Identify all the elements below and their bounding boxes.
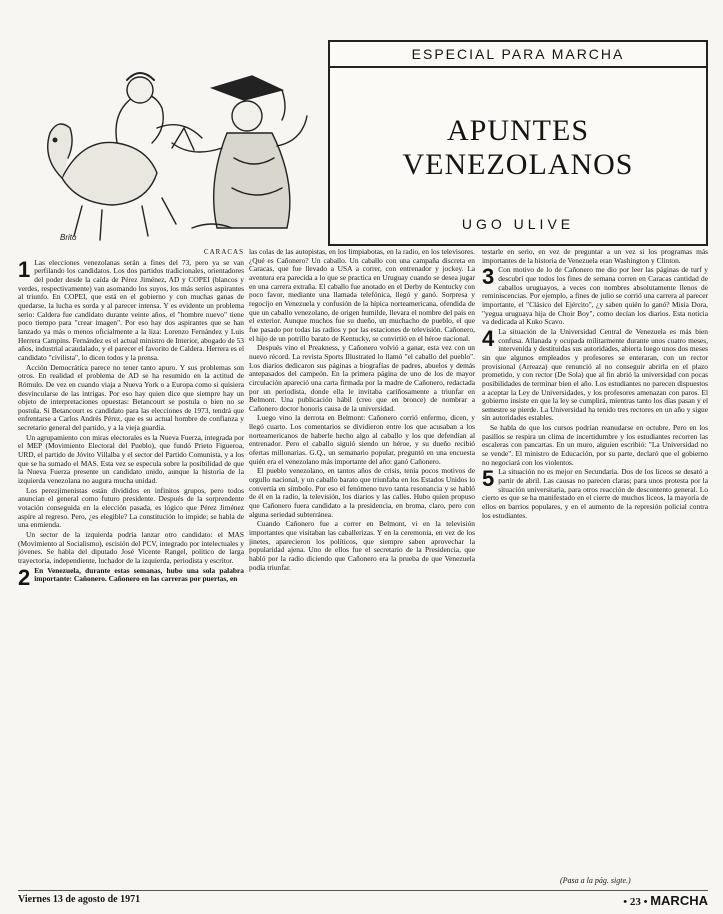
title-line-1: APUNTES — [446, 114, 589, 147]
paragraph-text: La situación no es mejor en Secundaria. Dos de los liceos se desató a partir de abril. Las causas no parecen claras; para unos protesta por la situación universitaria, para otros reacción de descontento general. Lo cierto es que se ha manifestado en el cierre de muchos liceos, la mayoría de ellos en barrios populares, y en el aumento de la represión policial contra los estudiantes. — [482, 467, 708, 520]
paragraph — [18, 256, 244, 363]
paragraph — [482, 266, 708, 327]
paragraph: Se habla de que los cursos podrían reanudarse en octubre. Pero en los pasillos se respira un clima de incertidumbre y los estudiantes recorren las escaleras con pancartas. En un muro, alguien escribió: "La Universidad no se vende". El ministro de Educación, por su parte, declaró que el gobierno no negociará con los violentos. — [482, 423, 708, 467]
paragraph-text: Con motivo de lo de Cañonero me dio por leer las páginas de turf y descubrí que todos los fines de semana corren en Caracas cantidad de caballos uruguayos, a veces con nombres absolutamente llenos de reminiscencias. Por ejemplo, a fines de julio se corrió una carrera al parecer importante, el "Clásico del Ejército", ¿y saben quién lo ganó? Misia Dora, "yegua uruguaya hija de Choir Boy", como decían los diarios. Esta noticia va dedicada al Kuko Scavo. — [482, 265, 708, 327]
article-kicker: ESPECIAL PARA MARCHA — [411, 46, 625, 62]
section-number: 1 — [18, 256, 31, 282]
paragraph: Acción Democrática parece no tener tanto apuro. Y sus problemas son otros. En realidad el problema de AD se ha resumido en la actitud de Rómulo. De vez en cuando viaja a Nueva York o a Europa como si quisiera desvincularse de las intrigas. Por eso hay quien dice que siempre hay un objeto de interpretaciones opuestas: Betancourt se postula o bien no se postula. Si Betancourt es candidato para las elecciones de 1973, tendrá que enfrentarse a Carlos Andrés Pérez, que es su actual hombre de confianza y secretario general del partido, y a la vieja guardia. — [18, 362, 244, 433]
paragraph: El pueblo venezolano, en tantos años de crisis, tenía pocos motivos de orgullo nacional, y un caballo barato que triunfaba en los Estados Unidos lo convertía en símbolo. Por eso el fenómeno tuvo tanta resonancia y se habló de él en la radio, la televisión, los diarios y las calles. Hubo quien propuso que Cañonero fuera candidato a la presidencia, en broma, claro, pero con alguna seriedad subterránea. — [249, 466, 475, 519]
cartoon-illustration-icon — [22, 28, 317, 246]
paragraph — [482, 468, 708, 520]
section-number: 2 — [18, 564, 31, 590]
paragraph-text: Las elecciones venezolanas serán a fines del 73, pero ya se van perfilando los candidatos. Los dos partidos tradicionales, orientadores del poder desde la caída de Pérez Jiménez, AD y COPEI (blancos y verdes, respectivamente) van asomando los suyos, los más serios aspirantes al triunfo. En COPEI, que está en el gobierno y con muchas ganas de quedarse, la lucha es sorda y al parecer intensa. Y es evidente un problema serio: Caldera fue candidato durante veinte años, el "hombre nuevo" tiene poco tiempo para "crear imagen". Por eso hay dos aspirantes que se han lanzado ya más o menos oficialmente a la liza: Lorenzo Fernández y Luis Herrera Campins. Fernández es el actual ministro de Interior, abogado de 53 años, industrial acaudalado, y el parecer el favorito de Caldera. Herrera es el candidato "civilista", lo dicen todos y la prensa. — [18, 257, 244, 362]
publication-name: MARCHA — [650, 893, 708, 908]
article-header — [328, 40, 708, 246]
continued-note: (Pasa a la pág. sigte.) — [560, 876, 631, 885]
section-number: 4 — [482, 325, 495, 351]
paragraph — [18, 564, 244, 590]
paragraph: Un sector de la izquierda podría lanzar otro candidato: el MAS (Movimiento al Socialismo), escisión del PCV, integrado por intelectuales y jóvenes. Se habla del diputado José Vicente Rangel, político de larga trayectoria, independiente, luchador de la izquierda, periodista y escritor. — [18, 530, 244, 565]
title-line-2: VENEZOLANOS — [402, 148, 634, 181]
paragraph — [482, 325, 708, 423]
paragraph: las colas de las autopistas, en los limpiabotas, en la radio, en los televisores. ¿Qué es Cañonero? Un caballo. Un caballo con una campaña discreta en Caracas, que fue llevado a USA a correr, con entrenador y jockey. La aventura era parecida a lo que se practica en Uruguay cuando se desea jugar en una carrera extraña. El caballo fue anotado en el Derby de Kentucky con poco favor, mediante una llamada telefónica, llegó y ganó. Sorpresa y regocijo en Venezuela y confusión de la hípica norteamericana, ofendida de que un caballo venezolano, de origen humilde, llevara el nombre del país en el exterior. Aunque muchos fue su dueño, un muchacho de pueblo, el que fue pasado por todas las radios y por las estaciones de televisión. Cañonero, el hijo de un potrillo barato de Kentucky, se convirtió en el héroe nacional. — [249, 248, 475, 343]
article-title — [330, 114, 706, 182]
paragraph-text: La situación de la Universidad Central de Venezuela es más bien confusa. Allanada y ocupada militarmente durante unos cuatro meses, intervenida y destituidas sus autoridades, abierta luego unos dos meses sin que algunos empleados y profesores se enteraran, con un rector provisional (Arreaza) que renunció al no conseguir abrirla en el plazo prometido, y con rector (De Sola) que al fin abrió la universidad con pocas posibilidades de terminar bien el año. Los estudiantes no parecen dispuestos a aceptar la Ley de Universidades, y los profesores amenazan con paros. El gobierno insiste en que la ley se cumplirá, mientras tanto los días pasan y el semestre se pierde. La Universidad ha tenido tres rectores en un año y sigue sin autoridades estables. — [482, 326, 708, 423]
page-footer — [18, 890, 708, 907]
section-number: 3 — [482, 264, 495, 290]
paragraph: Los perezjimenistas están divididos en infinitos grupos, pero todos anuncian el general como futuro presidente. Después de la sorprendente votación conseguida en la elección pasada, es lógico que Pérez Jiménez aspire al regreso. Pero, ¿es elegible? La constitución lo impide; se habla de una enmienda. — [18, 485, 244, 530]
issue-date: Viernes 13 de agosto de 1971 — [18, 894, 141, 905]
text-column-3 — [482, 248, 708, 873]
text-column-1 — [18, 248, 244, 873]
paragraph: testarle en serio, en vez de preguntar a un vez si los programas más importantes de la historia de Venezuela eran Washington y Clinton. — [482, 248, 708, 265]
section-number: 5 — [482, 466, 495, 492]
article-byline: UGO ULIVE — [461, 216, 575, 232]
header-divider — [330, 66, 706, 68]
paragraph: Luego vino la derrota en Belmont: Cañonero corrió enfermo, dicen, y llegó cuarto. Los comentarios se dividieron entre los que acusaban a los norteamericanos de haberle hecho algo al caballo y los que defendían al entrenador. Pero el caballo siguió siendo un héroe, y su dueño recibió ofertas millonarias. G.Q., un semanario popular, preguntó en una encuesta quién era el venezolano más importante del año: ganó Cañonero. — [249, 413, 475, 466]
paragraph: Cuando Cañonero fue a correr en Belmont, vi en la televisión importantes que visitaban las caballerizas. Y en la ceremonia, en vez de los jinetes, aparecieron los políticos, que siempre saben aprovechar la popularidad ajena. Uno de ellos fue el secretario de la Presidencia, que habló por la radio diciendo que Cañonero era la prueba de que Venezuela podía triunfar. — [249, 519, 475, 572]
page-folio — [623, 893, 708, 908]
page-number: • 23 • — [623, 896, 648, 908]
paragraph: Después vino el Preakness, y Cañonero volvió a ganar, esta vez con un nuevo récord. La revista Sports Illustrated lo llamó "el caballo del pueblo". Los diarios dedicaron sus páginas a biografías de padres, abuelos y demás antepasados del campeón. En la primera página de uno de los de mayor circulación apareció una carta firmada por la madre de Cañonero, redactada por un periodista, donde ella le invitaba cariñosamente a triunfar en Belmont. Una publicación hábil (creo que en bronce) de nombrar a Cañonero doctor honoris causa de la universidad. — [249, 343, 475, 413]
paragraph-text: En Venezuela, durante estas semanas, hubo una sola palabra importante: Cañonero. Cañonero en las carreras por puertas, en — [34, 565, 244, 584]
text-column-2 — [249, 248, 475, 873]
paragraph: Un agrupamiento con miras electorales es la Nueva Fuerza, integrada por el MEP (Movimiento Electoral del Pueblo), que fundó Prieto Figueroa, URD, el partido de Jóvito Villalba y el sector del Partido Comunista, y a los que se ha sumado el MAS. Esta vez se especula sobre la posibilidad de que la Nueva Fuerza presente un candidato unido, aunque la historia de la izquierda venezolana no augura mucha unidad. — [18, 432, 244, 486]
cartoon-signature: Brito — [60, 233, 77, 242]
dateline: CARACAS — [203, 248, 244, 256]
